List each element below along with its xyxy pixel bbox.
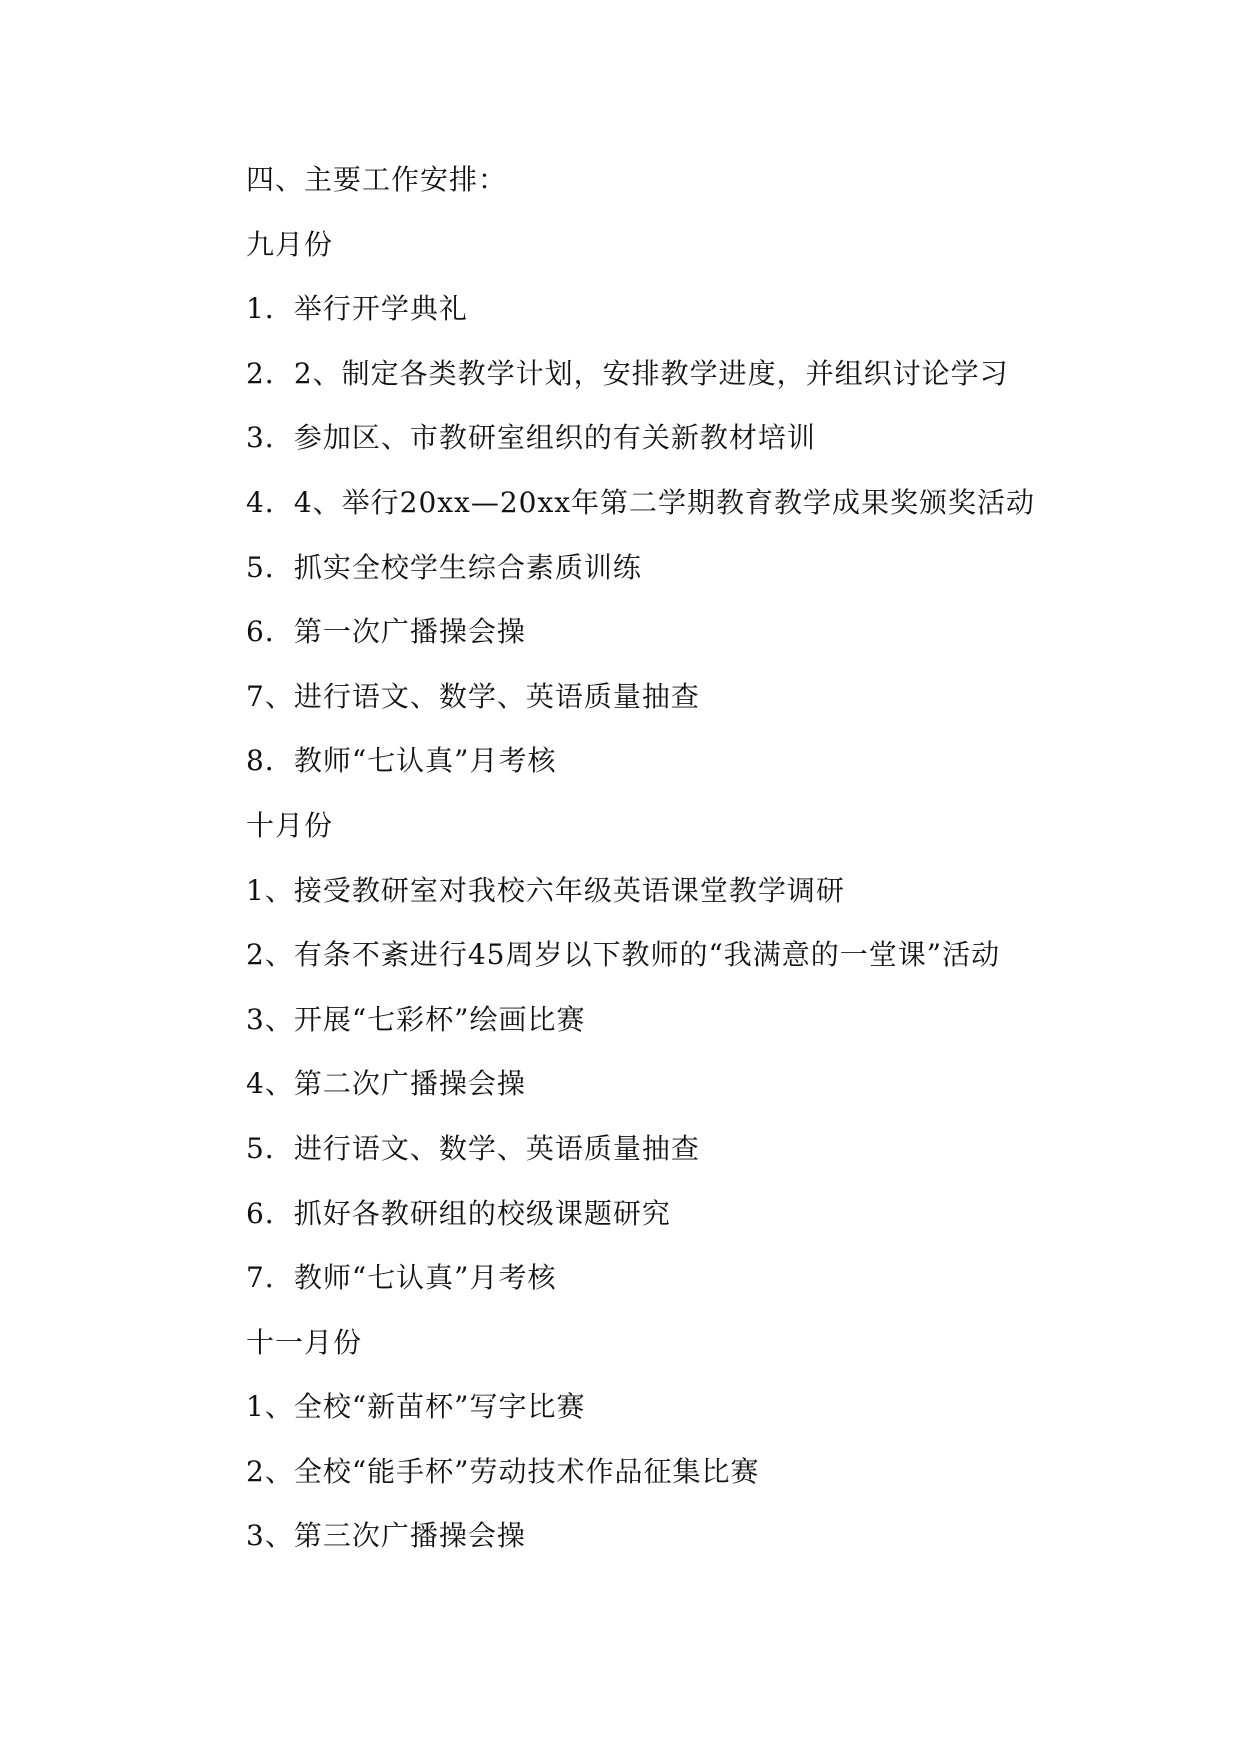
list-item: 7．教师“七认真”月考核 — [246, 1261, 557, 1295]
list-item: 6．抓好各教研组的校级课题研究 — [246, 1196, 671, 1230]
list-item: 2．2、制定各类教学计划，安排教学进度，并组织讨论学习 — [246, 356, 1009, 390]
list-item: 1、全校“新苗杯”写字比赛 — [246, 1390, 586, 1424]
list-item: 3、第三次广播操会操 — [246, 1519, 526, 1553]
list-item: 4、第二次广播操会操 — [246, 1067, 526, 1101]
list-item: 7、进行语文、数学、英语质量抽查 — [246, 679, 700, 713]
list-item: 2、全校“能手杯”劳动技术作品征集比赛 — [246, 1454, 760, 1488]
document-body — [246, 160, 1146, 1581]
list-item: 1、接受教研室对我校六年级英语课堂教学调研 — [246, 873, 845, 907]
month-heading-november: 十一月份 — [246, 1325, 363, 1359]
list-item: 2、有条不紊进行45周岁以下教师的“我满意的一堂课”活动 — [246, 938, 1001, 972]
list-item: 6．第一次广播操会操 — [246, 615, 526, 649]
list-item: 5．进行语文、数学、英语质量抽查 — [246, 1131, 700, 1165]
list-item: 5．抓实全校学生综合素质训练 — [246, 550, 642, 584]
month-heading-october: 十月份 — [246, 808, 334, 842]
list-item: 3．参加区、市教研室组织的有关新教材培训 — [246, 421, 816, 455]
list-item: 3、开展“七彩杯”绘画比赛 — [246, 1002, 586, 1036]
list-item: 4．4、举行20xx—20xx年第二学期教育教学成果奖颁奖活动 — [246, 485, 1036, 519]
list-item: 1．举行开学典礼 — [246, 292, 468, 326]
list-item: 8．教师“七认真”月考核 — [246, 744, 557, 778]
month-heading-september: 九月份 — [246, 227, 334, 261]
section-heading: 四、主要工作安排： — [246, 163, 508, 196]
